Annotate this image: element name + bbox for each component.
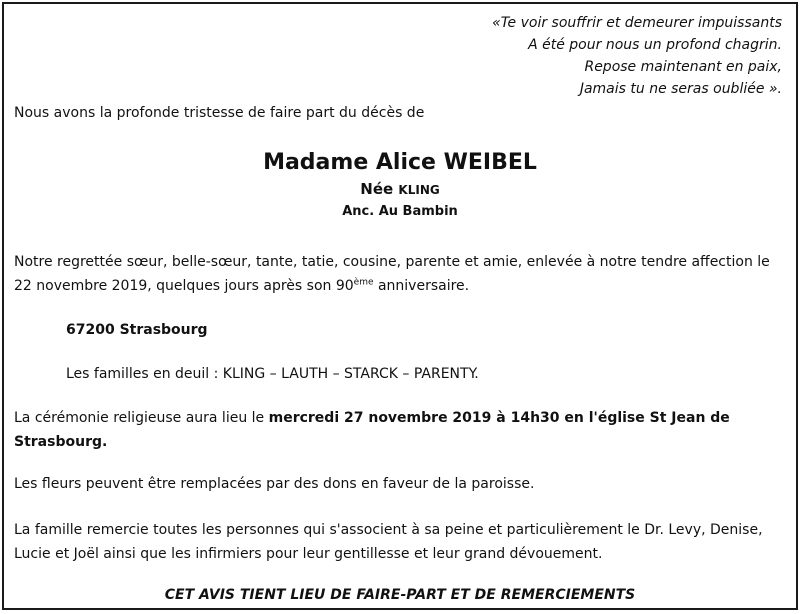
ceremony-details: mercredi 27 novembre 2019 à 14h30 en l'église St Jean de Strasbourg. — [14, 410, 730, 450]
description-end: anniversaire. — [373, 278, 470, 294]
deceased-block — [4, 148, 796, 223]
footer-notice: CET AVIS TIENT LIEU DE FAIRE-PART ET DE REMERCIEMENTS — [164, 587, 636, 603]
maiden-name-line — [4, 178, 796, 201]
intro-text: Nous avons la profonde tristesse de faire part du décès de — [14, 105, 425, 121]
deceased-name: Madame Alice WEIBEL — [263, 150, 537, 175]
nee-label: Née — [360, 180, 394, 198]
ceremony-paragraph — [14, 406, 774, 454]
thanks-paragraph: La famille remercie toutes les personnes qui s'associent à sa peine et particulièrement le Dr. Levy, Denise, Lucie et Joël ainsi que les infirmiers pour leur gentillesse et leur grand dévouement. — [14, 522, 763, 562]
poem-line: A été pour nous un profond chagrin. — [528, 37, 782, 53]
poem-quote — [492, 12, 782, 100]
description-paragraph — [14, 250, 774, 298]
description-text: Notre regrettée sœur, belle-sœur, tante, tatie, cousine, parente et amie, enlevée à notre tendre affection le 22 novembre 2019, quelques jours après son 90 — [14, 254, 770, 294]
poem-line: Jamais tu ne seras oubliée ». — [579, 81, 782, 97]
flowers-paragraph: Les fleurs peuvent être remplacées par des dons en faveur de la paroisse. — [14, 476, 535, 492]
maiden-name: KLING — [398, 183, 440, 197]
city-line — [66, 318, 800, 342]
ceremony-prefix: La cérémonie religieuse aura lieu le — [14, 410, 269, 426]
city: 67200 Strasbourg — [66, 322, 208, 338]
poem-line: Repose maintenant en paix, — [584, 59, 782, 75]
families-line: Les familles en deuil : KLING – LAUTH – STARCK – PARENTY. — [66, 366, 479, 382]
poem-line: «Te voir souffrir et demeurer impuissants — [492, 15, 782, 31]
former-business: Anc. Au Bambin — [342, 204, 458, 219]
ordinal-suffix: ème — [353, 277, 374, 288]
obituary-notice — [2, 2, 798, 610]
